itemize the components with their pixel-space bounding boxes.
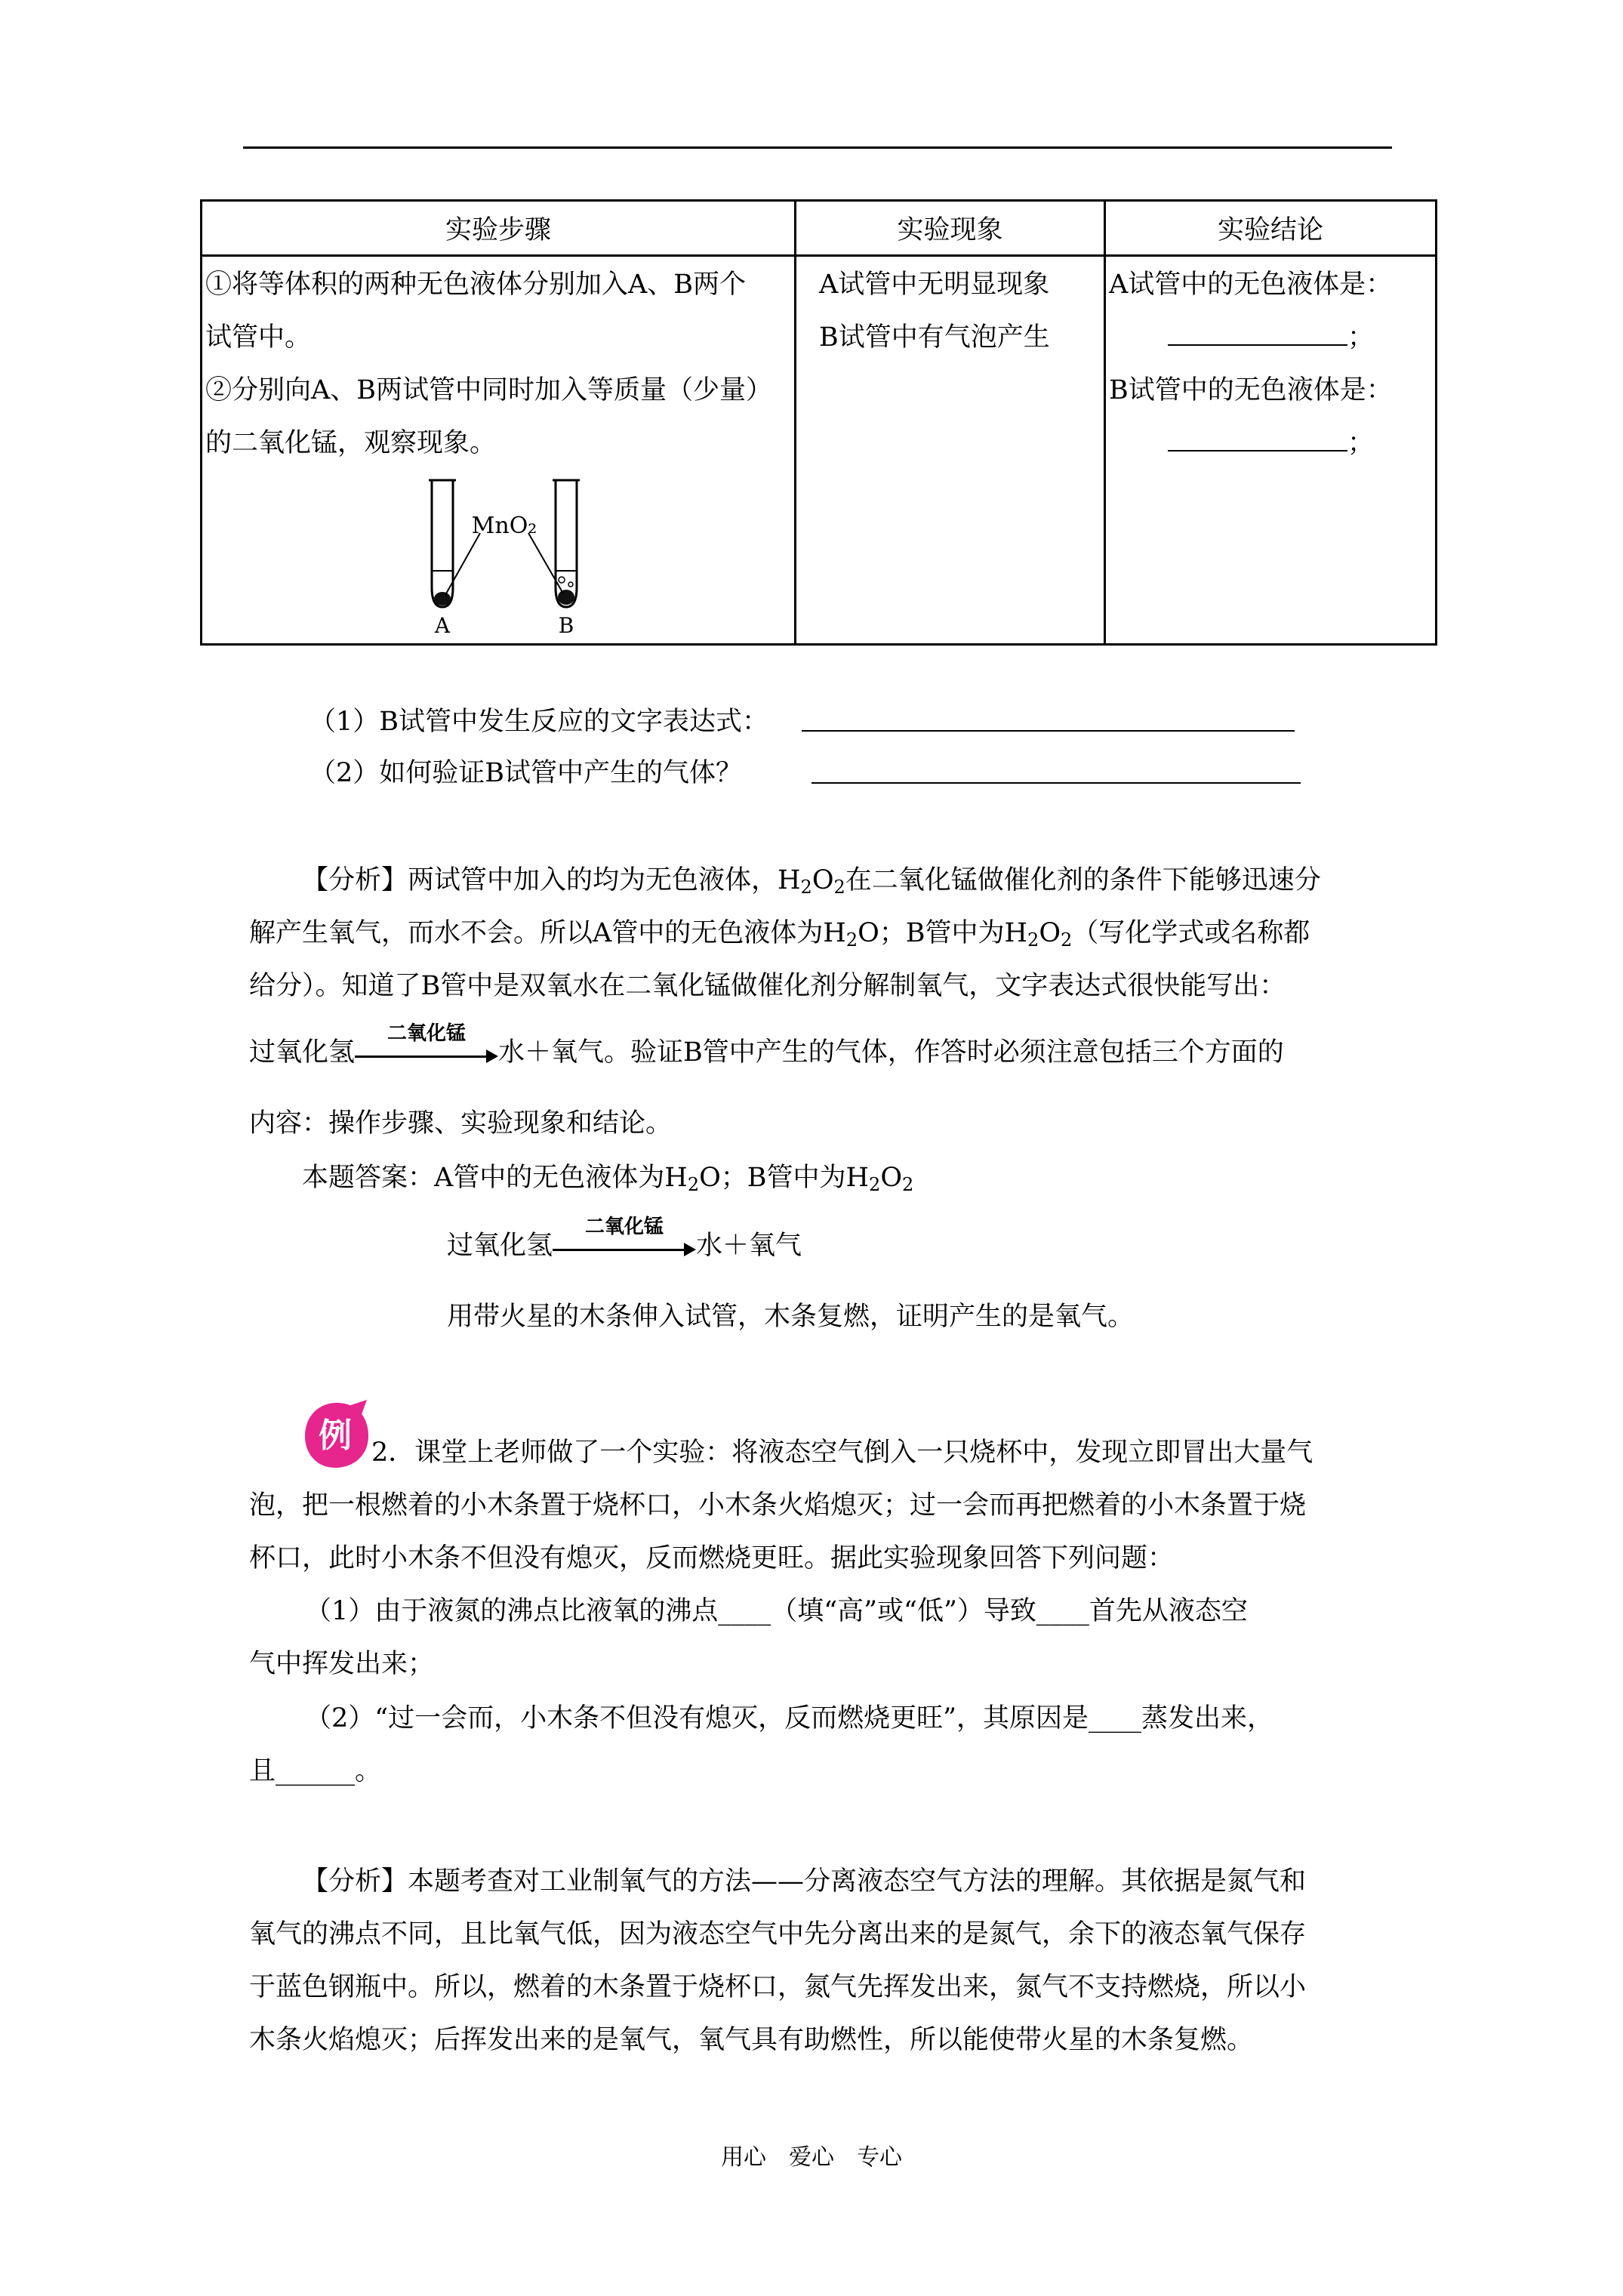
conclusion-a-label: A试管中的无色液体是： <box>1109 270 1393 300</box>
question-2: （2）如何验证B试管中产生的气体？ <box>310 758 742 788</box>
example2-line1: 2．课堂上老师做了一个实验：将液态空气倒入一只烧杯中，发现立即冒出大量气 <box>371 1438 1313 1468</box>
experiment-table <box>200 199 1437 646</box>
step-line-2: 试管中。 <box>205 322 312 353</box>
example2-line3: 杯口，此时小木条不但没有熄灭，反而燃烧更旺。据此实验现象回答下列问题： <box>249 1543 1175 1573</box>
analysis2-line4: 木条火焰熄灭；后挥发出来的是氧气，氧气具有助燃性，所以能使带火星的木条复燃。 <box>249 2025 1254 2055</box>
answer1-line2: 过氧化氢 二氧化锰 水＋氧气 <box>447 1215 802 1261</box>
catalyst-arrow: 二氧化锰 <box>355 1040 498 1068</box>
step-line-3: ②分别向A、B两试管中同时加入等质量（少量） <box>205 375 772 405</box>
example-badge-label: 例 <box>319 1416 352 1455</box>
conclusion-cell <box>1105 256 1437 645</box>
header-steps: 实验步骤 <box>202 201 796 256</box>
page-footer: 用心 爱心 专心 <box>721 2144 902 2171</box>
tube-a-label: A <box>434 613 451 638</box>
example2-q2: （2）“过一会而，小木条不但没有熄灭，反而燃烧更旺”，其原因是____蒸发出来， <box>305 1703 1274 1734</box>
answer1-line1: 本题答案：A管中的无色液体为$H_2O$；B管中为$H_2O_2$ <box>302 1163 914 1195</box>
steps-cell <box>202 256 796 645</box>
analysis1-line5: 内容：操作步骤、实验现象和结论。 <box>249 1108 673 1139</box>
conclusion-a-answer: ； <box>1168 311 1374 364</box>
example2-q1-cont: 气中挥发出来； <box>249 1649 435 1679</box>
tube-b-label: B <box>558 613 574 638</box>
analysis2-line1: 【分析】本题考查对工业制氧气的方法——分离液态空气方法的理解。其依据是氮气和 <box>302 1866 1307 1897</box>
analysis2-line2: 氧气的沸点不同，且比氧气低，因为液态空气中先分离出来的是氮气，余下的液态氧气保存 <box>249 1919 1307 1949</box>
conclusion-b-answer: ； <box>1168 417 1374 470</box>
example2-line2: 泡，把一根燃着的小木条置于烧杯口，小木条火焰熄灭；过一会而再把燃着的小木条置于烧 <box>249 1490 1307 1521</box>
header-conclusion: 实验结论 <box>1105 201 1437 256</box>
step-line-1: ①将等体积的两种无色液体分别加入A、B两个 <box>205 270 746 300</box>
analysis1-line2: 解产生氧气，而水不会。所以A管中的无色液体为$H_2O$；B管中为$H_2O_2$（写化学式或名称都 <box>249 918 1310 951</box>
analysis1-line1: 【分析】两试管中加入的均为无色液体，$H_2O_2$在二氧化锰做催化剂的条件下能够迅速分 <box>302 865 1321 898</box>
test-tube-figure <box>414 474 595 639</box>
answer-line-2 <box>812 782 1301 784</box>
test-tube-b <box>553 480 580 607</box>
answer-line-1 <box>802 730 1295 732</box>
analysis1-line3: 给分）。知道了B管中是双氧水在二氧化锰做催化剂分解制氧气，文字表达式很快能写出： <box>249 971 1286 1001</box>
mno2-label: MnO₂ <box>471 513 537 539</box>
answer1-line3: 用带火星的木条伸入试管，木条复燃，证明产生的是氧气。 <box>447 1302 1135 1332</box>
step-line-4: 的二氧化锰，观察现象。 <box>205 428 497 458</box>
conclusion-b-label: B试管中的无色液体是： <box>1109 375 1393 405</box>
catalyst-arrow: 二氧化锰 <box>553 1234 696 1261</box>
test-tube-a <box>429 480 456 607</box>
question-1: （1）B试管中发生反应的文字表达式： <box>310 707 768 737</box>
example2-q2-cont: 且______。 <box>249 1756 382 1786</box>
analysis1-line4: 过氧化氢 二氧化锰 水＋氧气。验证B管中产生的气体，作答时必须注意包括三个方面的 <box>249 1022 1284 1068</box>
phenomenon-a: A试管中无明显现象 <box>819 270 1050 300</box>
header-rule <box>243 146 1392 149</box>
header-phenomena: 实验现象 <box>796 201 1105 256</box>
phenomenon-b: B试管中有气泡产生 <box>819 322 1050 353</box>
analysis2-line3: 于蓝色钢瓶中。所以，燃着的木条置于烧杯口，氮气先挥发出来，氮气不支持燃烧，所以小 <box>249 1972 1307 2002</box>
example-badge-icon <box>300 1398 373 1471</box>
phenomena-cell <box>796 256 1105 645</box>
example2-q1: （1）由于液氮的沸点比液氧的沸点____（填“高”或“低”）导致____首先从液态空 <box>305 1596 1248 1626</box>
